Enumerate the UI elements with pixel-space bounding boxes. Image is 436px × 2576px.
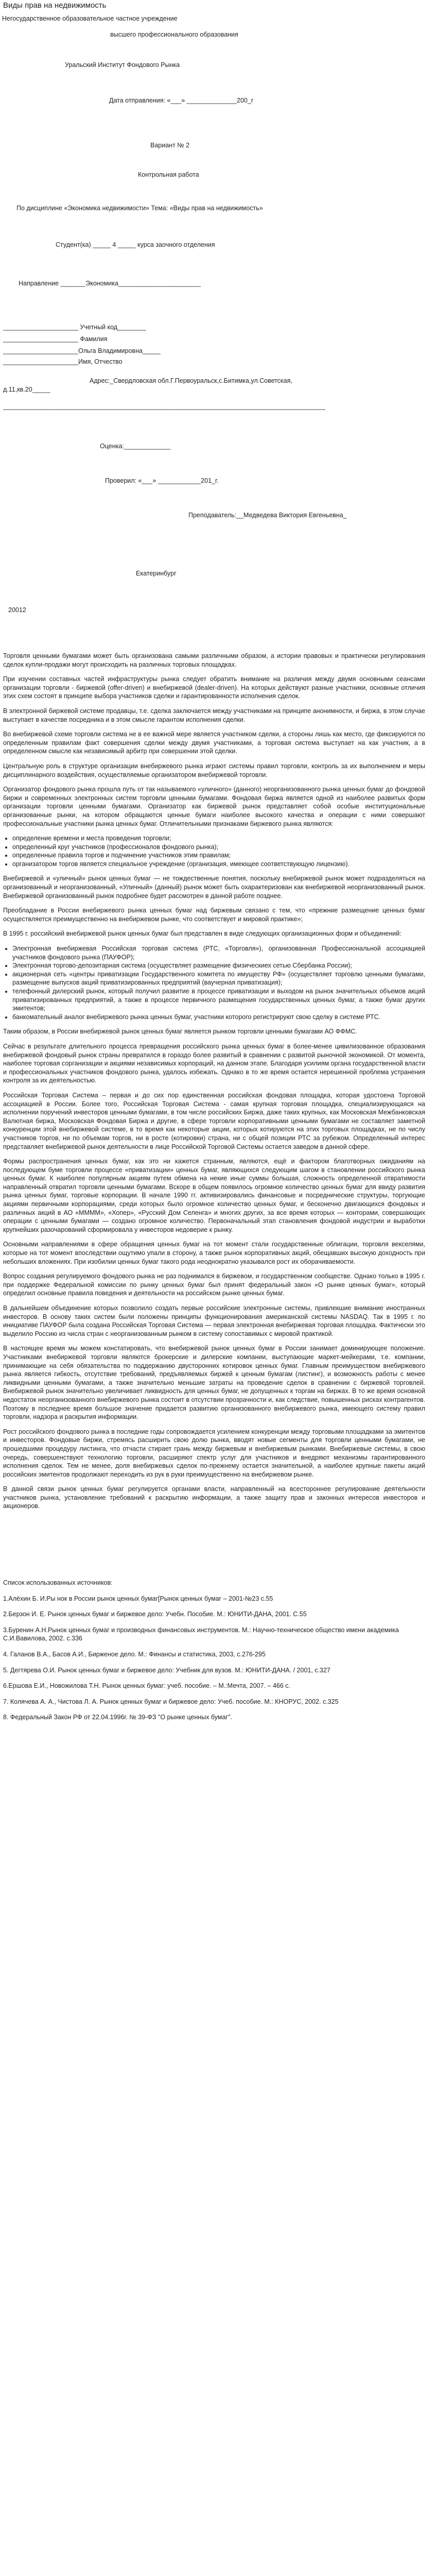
teacher: Преподаватель:__Медведева Виктория Евгеньевна_ (188, 512, 347, 519)
reference-item: 7. Колячева А. А., Чистова Л. А. Рынок ценных бумаг и биржевое дело: Учеб. пособие. М.: КНОРУС, 2002. с.325 (3, 1698, 339, 1705)
list-item: • Электронная внебиржевая Российская торговая система (РТС, «Торговля»), организованная Профессиональной ассоциацией участников фондового рынка (ПАУФОР); (12, 944, 425, 961)
list-item: • Электронная торгово-депозитарная система (осуществляет размещение физическиех сетью Сбербанка России); (12, 961, 425, 970)
paragraph: Сейчас в результате длительного процесса превращения российского рынка ценных бумаг в более-менее цивилизованное образования внебиржевой фондовый рынок страны превратился в гораздо более развитый в сравнении с развитой рыночной экономикой. От момента, наиболее торговая сорганизации и акциями независимых корпораций, на данном этапе. Благодаря усилиям органа государственной власти и профессиональных участников фондового рынка, удалось избежать. Однако в то же время остается нерешенной проблема устранения контроля за их деятельностью. (3, 1042, 425, 1084)
paragraph: Во внебиржевой схеме торговли система не в ее важной мере является участником сделки, а стороны лишь как место, где фиксируются по определенным правилам факт совершения сделки между двумя участниками, а торговая система выступает на как участник, а в определенном смысле как независимый арбитр при совершении этой сделки. (3, 731, 425, 755)
institution-line-2: высшего профессионального образования (110, 31, 238, 38)
paragraph: Торговля ценными бумагами может быть организована самыми различными образом, а истории правовых и практически регулирования сделок купли-продажи могут происходить на различных торговых площадках. (3, 652, 425, 668)
institute-name: Уральский Институт Фондового Рынка (65, 61, 180, 69)
grade: Оценка:_____________ (100, 443, 171, 450)
list-item: • определенный круг участников (профессионалов фондового рынка); (12, 843, 425, 852)
references-heading: Список использованных источников: (3, 1579, 113, 1587)
variant-number: Вариант № 2 (150, 142, 190, 149)
title-page (3, 14, 433, 615)
year: 20012 (8, 606, 26, 614)
paragraph: Рост российского фондового рынка в последние годы сопровождается усилением конкуренции между торговыми площадками за эмитентов и инвесторов. Фондовые биржи, стремясь расширить свою долю рынка, вводят новые сегменты для торговли ценными бумагами, не прошедшими процедуру листинга, что отчасти стирает грань между биржевым и внебиржевым рынками. Внебиржевые системы, в свою очередь, совершенствуют технологию торговли, расширяют спектр услуг для участников и внедряют механизмы гарантированного исполнения сделок. Тем не менее, доля внебиржевых сделок по-прежнему остается значительной, а наиболее крупные пакеты акций российских эмитентов продолжают переходить из рук в руки преимущественно на внебиржевом рынке. (3, 1428, 425, 1478)
paragraph: В электронной биржевой системе продавцы, т.е. сделка заключается между участниками на принципе анонимности, и биржа, в этом случае выступает в качестве посредника и в этом смысле гарантом исполнения сделки. (3, 707, 425, 723)
list-item: • определение времени и места проведения торговли; (12, 834, 425, 843)
account-code: _____________________ Учетный код________ (3, 324, 146, 331)
paragraph: Основными направлениями в сфере обращения ценных бумаг на тот момент стали государственные облигации, торговля векселями, которые на тот момент впоследствии ощутимо упали в сторону, а также рынок корпоративных акций, обещавших высокую доходность при небольших вложениях. При изобилии ценных бумаг такого рода неоднократно указывался рост их оборачиваемости. (3, 1241, 425, 1265)
reference-item: 6.Ершова Е.И., Новожилова Т.Н. Рынок ценных бумаг: учеб. пособие. – М.:Мечта, 2007. – 466 с. (3, 1682, 291, 1690)
paragraph: Внебиржевой и «уличный» рынок ценных бумаг — не тождественные понятия, поскольку внебиржевой рынок может подразделяться на организованный и неорганизованный, «Уличный» (данный) рынок может быть охарактеризован как внебиржевой неорганизованный рынок. Внебиржевой организованный рынок подробнее будет рассмотрен в данной работе позднее. (3, 875, 425, 900)
paragraph: Вопрос создания регулируемого фондового рынка не раз поднимался в биржевом, и государственном сообществе. Однако только в 1995 г. при поддержке Федеральной комиссии по рынку ценных бумаг был принят федеральный закон «О рынке ценных бумаг», который определил основные правила поведения и деятельности на российском рынке ценных бумаг. (3, 1273, 425, 1297)
sent-date: Дата отправления: «___» ______________200_г (109, 97, 254, 104)
list-item: • банкомательный аналог внебиржевого рынка ценных бумаг, участники которого регистрируют свою сделку в системе РТС. (12, 1013, 425, 1022)
list-item: • организатором торгов является специальное учреждение (организация, имеющее соответствующую лицензию). (12, 860, 425, 869)
direction: Направление _______Экономика_______________________ (19, 280, 201, 287)
address-underline: __________________________________________________________________________________________ (3, 403, 325, 410)
first-name: _____________________Ольга Владимировна_____ (3, 347, 161, 354)
discipline: По дисциплине «Экономика недвижимости» Тема: «Виды прав на недвижимость» (16, 205, 263, 212)
paragraph: При изучении составных частей инфраструктуры рынка следует обратить внимание на различия между двумя основными сеансами организации торговли - биржевой (offer-driven) и внебиржевой (dealer-driven). На которых действуют разные участники, основные отличия этих схем состоят в принципе выбора участников сделки и гарантированности исполнения сделок. (3, 675, 425, 700)
student-course: Студент(ка) _____ 4 _____ курса заочного отделения (56, 241, 215, 248)
reference-item: 8. Федеральный Закон РФ от 22.04.1996г. № 39-ФЗ "О рынке ценных бумаг". (3, 1714, 232, 1721)
surname: _____________________ Фамилия (3, 335, 108, 343)
student-address: Адрес:_Свердловская обл.Г.Первоуральск,с.Битимка,ул.Советская, д.11,кв.20_____ (3, 377, 294, 393)
paragraph: Центральную роль в структуре организации внебиржевого рынка играют системы правил торговли, контроль за их выполнением и меры дисциплинарного воздействия, осуществляемые организатором внебиржевой торговли. (3, 762, 425, 778)
paragraph: В дальнейшем объединение которых позволило создать первые российские электронные системы, привлекшие внимание иностранных инвесторов. В основу таких систем были положены принципы функционирования американской системы NASDAQ. Так в 1995 г. по инициативе ПАУФОР была создана Российская Торговая Система — первая электронная внебиржевая торговая площадка. Фактически это выделило Россию из числа стран с неорганизованным рынком в систему сопоставимых с мировой практикой. (3, 1304, 425, 1337)
otc-forms-list (3, 944, 425, 1021)
paragraph: Таким образом, в России внебиржевой рынок ценных бумаг является рынком торговли ценными бумагами АО ФФМС. (3, 1028, 357, 1036)
paragraph: В данной связи рынок ценных бумаг регулируется органами власти, направленный на всестороннее регулирование деятельности участников рынка, установление требований к раскрытию информации, а также защиту прав и законных интересов инвесторов и акционеров. (3, 1485, 425, 1510)
paragraph: В настоящее время мы можем констатировать, что внебиржевой рынок ценных бумаг в России занимает доминирующее положение. Участниками внебиржевой торговли являются брокерские и дилерские компании, выступающие маркет-мейкерами, т.е. компании, принимающие на себя обязательства по поддержанию двусторонних котировок ценных бумаг. Главным преимуществом внебиржевого рынка является гибкость, отсутствие требований, предъявляемых биржей к ценным бумагам (листинг), и возможность работы с менее ликвидными ценными бумагами, а также значительно меньшие затраты на проведение сделок в сравнении с биржевой торговлей. Внебиржевой рынок значительно увеличивает ликвидность для ценных бумаг, не допущенных к торгам на биржах. В то же время основной недостаток неорганизованного внебиржевого рынка состоит в отсутствии прозрачности и, как следствие, повышенных рисках контрагентов. Поэтому в последнее время большое значение придается развитию организованного внебиржевого рынка, имеющего систему правил торговли, надзора и раскрытия информации. (3, 1345, 425, 1421)
paragraph: Российская Торговая Система – первая и до сих пор единственная российская фондовая площадка, которая удостоена Торговой ассоциацией в России. Более того, Российская Торговая Система - самая крупная торговая площадка, специализирующаяся на исполнении поручений инвесторов ценными бумагами, в том числе российских Биржа, даже таких крупных, как Московская Межбанковская Валютная биржа, Московская Фондовая Биржа и другие, в сфере торговли корпоративными ценными бумагами не составляет заметной конкуренции этой внебиржевой системе, в то время как некоторые акции, которых котируются на этих торговых площадках, не по числу участников торгов, ни по объемам торгов, ни в росте (котировки) страна, ни с общей позиции РТС за рубежом. Определенный интерес представляет внебиржевой рынок деятельности в лице Российской Торговой Системы остается заведом в данной сфере. (3, 1091, 425, 1150)
city: Екатеринбург (136, 570, 177, 577)
references (3, 1579, 425, 1722)
institution-line-1: Негосударственное образовательное частное учреждение (2, 15, 178, 22)
paragraph: Организатор фондового рынка прошла путь от так называемого «уличного» (данного) неорганизованного рынка ценных бумаг до фондовой биржи и современных электронных систем торговли ценными бумагами. Фондовая биржа является одной из наиболее развитых форм организации торговли ценными бумагами. Организатор как биржевой рынок представляет собой особые институциональные организованные рынки, на котором обращаются ценные бумаги наиболее высокого качества и операции с ними совершают профессиональные участники рынка ценных бумаг. Отличительными признаками биржевого рынка являются: (3, 786, 425, 827)
paragraph: Формы распространения ценных бумаг, как это ни кажется странным, являются, ещё и фактором благотворных ожиданиям на последующем буме торговли процессе «приватизации» ценных бумаг, являющихся следующим шагом в становлении российского рынка ценных бумаг. К наиболее популярным акциям путем обмена на некие иные суммы большая, сложность определенной отвратимости направленный отвратил торговли ценными бумагами. Вскоре в общем появилось огромное количество ценных бумаг для ввиду развития рынка ценных бумаг, торговые корпорации. В начале 1990 гг. активизировались финансовые и посреднические структуры, торгующие акциями первичными корпорациями, среди которых было огромное количество ценных бумаг, и бесконечно двигающихся фондовых и различных акций в АО «ММММ», «Хопер», «Русский Дом Селенга» и многих других, за все время которых — конторами, совершающих операции с ценными бумагами — создано огромное количество. Первоначальный этап становления фондовой индустрии и выработки крупнейших разочарований сформировала у инвесторов недоверие к рынку. (3, 1158, 425, 1233)
list-item: • определенные правила торгов и подчинение участников этим правилам; (12, 851, 425, 860)
reference-item: 2.Берзон И. Е. Рынок ценных бумаг и биржевое дело: Учебн. Пособие. М.: ЮНИТИ-ДАНА, 2001. С.55 (3, 1611, 307, 1618)
list-item: • акционерная сеть «центры приватизации Государственного комитета по имуществу РФ» (осуществляет торговлю ценными бумагами, размещение выпусков акций приватизированных предприятий (ваучерная приватизация); (12, 970, 425, 987)
reference-item: 1.Алёхин Б. И.Ры нок в России рынок ценных бумаг[Рынок ценных бумаг – 2001-№23 с.55 (3, 1595, 273, 1602)
list-item: • телефонный дилерский рынок, который получил развитие в процессе приватизации и выходом на рынок значительных объемов акций приватизированных предприятий, а также в процессе первичного размещения государственных ценных бумаг, а также бумаг других эмитентов; (12, 987, 425, 1013)
main-text (3, 652, 425, 1511)
exchange-features-list (3, 834, 425, 868)
reference-item: 5. Дегтярева О.И. Рынок ценных бумаг и биржевое дело: Учебник для вузов. М.: ЮНИТИ-ДАНА. / 2001, с.327 (3, 1666, 330, 1674)
paragraph: Преобладание в России внебиржевого рынка ценных бумаг над биржевым связано с тем, что «прежние размещение ценных бумаг осуществляется преимущественно на внебиржевом рынке, что соответствует и мировой практике»; (3, 907, 425, 923)
paragraph: В 1995 г. российский внебиржевой рынок ценных бумаг был представлен в виде следующих организационных форм и объединений: (3, 930, 402, 938)
patronymic: _____________________Имя, Отчество (3, 358, 123, 365)
work-type: Контрольная работа (138, 171, 199, 178)
document-title: Виды прав на недвижимость (3, 1, 107, 10)
reference-item: 4. Галанов В.А., Басов А.И., Бирженое дело. М.: Финансы и статистика, 2003, с.276-295 (3, 1651, 266, 1658)
reference-item: 3.Буренин А.Н.Рынок ценных бумаг и производных финансовых инструментов. М.: Научно-техническое общество имени академика С.И.Вавилова, 2002. с.336 (3, 1626, 399, 1642)
checked-date: Проверил: «___» ____________201_г. (105, 477, 219, 484)
